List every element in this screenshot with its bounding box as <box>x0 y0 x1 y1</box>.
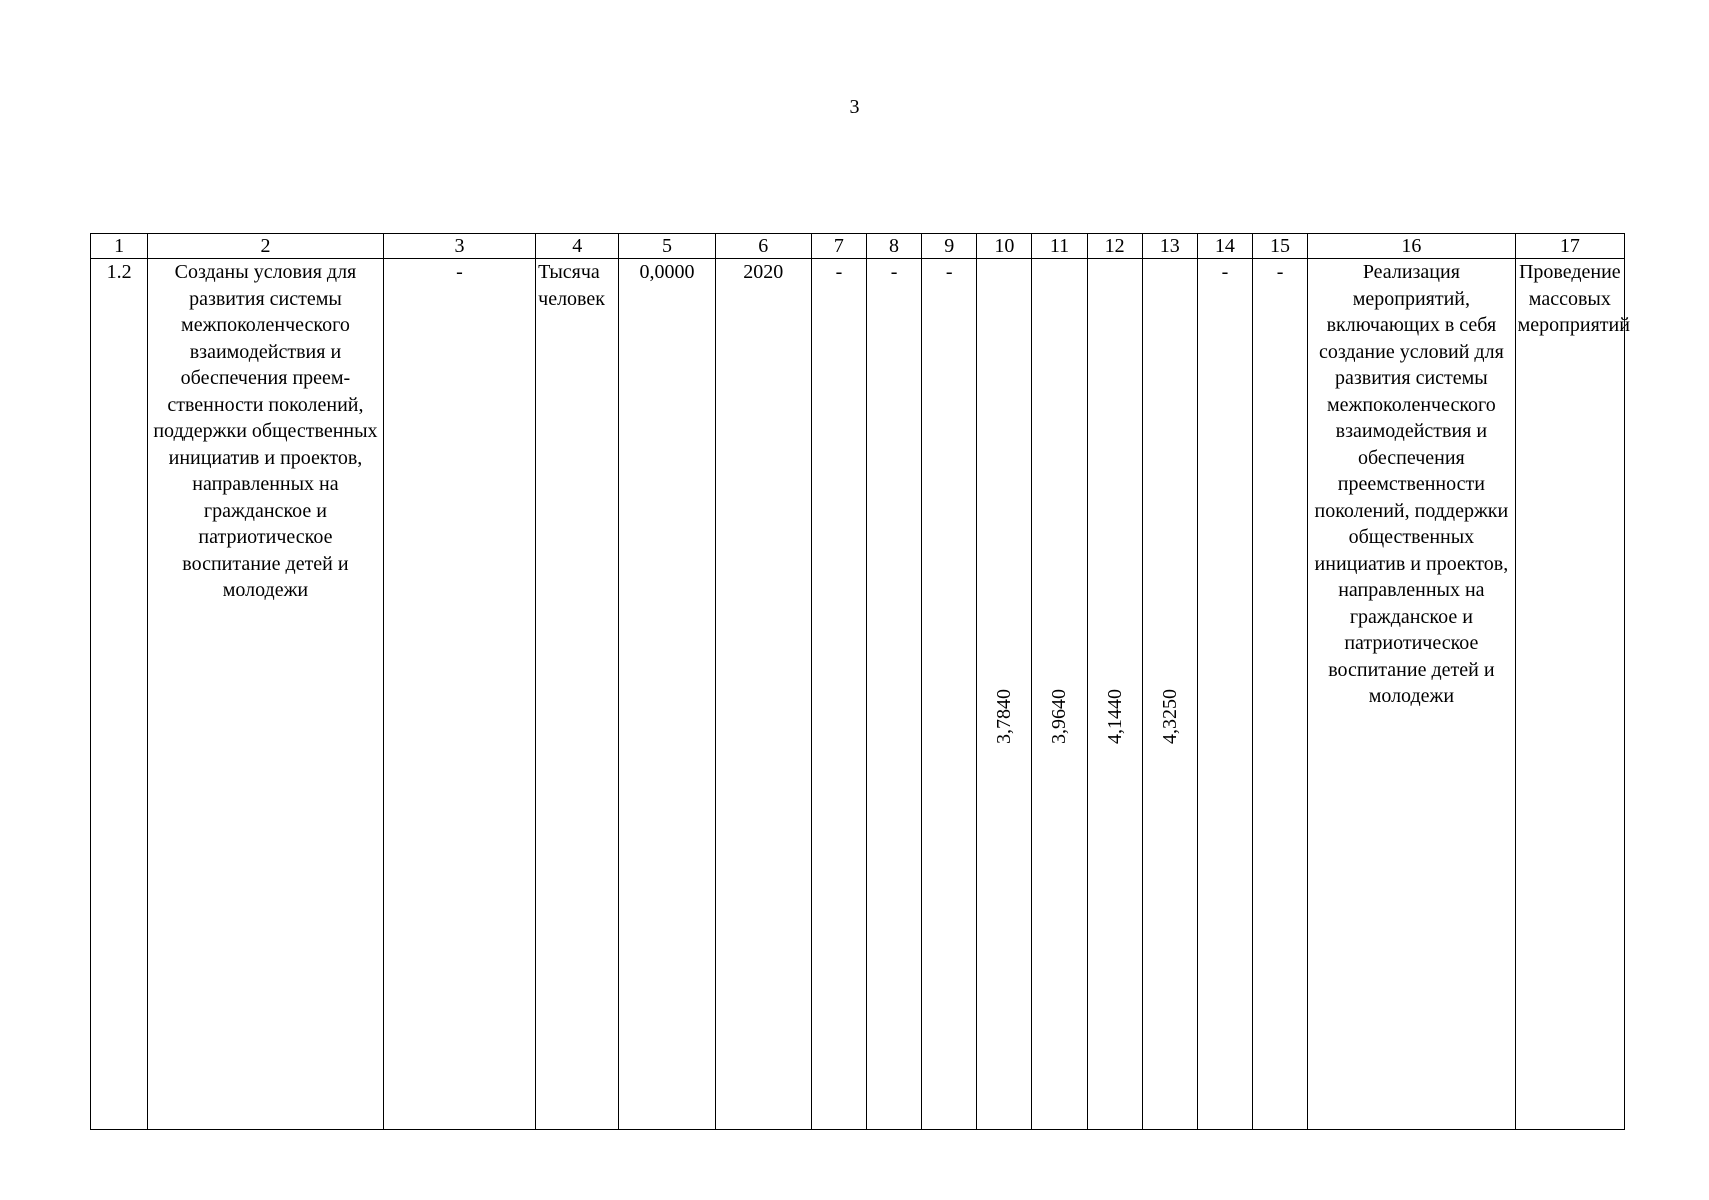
column-12-cell <box>1087 259 1142 1130</box>
column-number: 2 <box>148 234 384 259</box>
column-number: 3 <box>383 234 535 259</box>
value-2021: 3,7840 <box>993 689 1016 744</box>
column-8-cell: - <box>866 259 921 1130</box>
column-13-cell <box>1142 259 1197 1130</box>
column-15-cell: - <box>1252 259 1307 1130</box>
column-10-cell <box>977 259 1032 1130</box>
row-number-cell: 1.2 <box>91 259 148 1130</box>
table-row <box>91 259 1625 1130</box>
base-year-cell: 2020 <box>715 259 811 1130</box>
value-2022: 3,9640 <box>1048 689 1071 744</box>
column-9-cell: - <box>922 259 977 1130</box>
column-number: 9 <box>922 234 977 259</box>
activity-type-cell: Проведение массовых мероприятий <box>1515 259 1624 1130</box>
base-value-cell: 0,0000 <box>619 259 715 1130</box>
column-number: 5 <box>619 234 715 259</box>
column-number: 16 <box>1308 234 1516 259</box>
indicator-table <box>90 233 1630 1130</box>
page-number: 3 <box>849 96 860 118</box>
column-14-cell: - <box>1197 259 1252 1130</box>
column-number: 14 <box>1197 234 1252 259</box>
column-number: 1 <box>91 234 148 259</box>
value-2023: 4,1440 <box>1103 689 1126 744</box>
value-2024: 4,3250 <box>1158 689 1181 744</box>
column-7-cell: - <box>811 259 866 1130</box>
column-3-cell: - <box>383 259 535 1130</box>
column-number: 10 <box>977 234 1032 259</box>
activity-description-cell: Реализация мероприятий, включающих в себя создание условий для развития системы межпоколенческого взаимодействия и обеспечения преемственности поколений, поддержки общественных инициатив и проектов, направленных на гражданское и патриотическое воспитание детей и молодежи <box>1308 259 1516 1130</box>
column-number: 15 <box>1252 234 1307 259</box>
column-number: 17 <box>1515 234 1624 259</box>
column-number: 7 <box>811 234 866 259</box>
column-number-row <box>91 234 1625 259</box>
result-description-cell: Созданы условия для развития системы межпоколенческого взаимодействия и обеспечения преем-ственности поколений, поддержки общественных инициатив и проектов, направленных на гражданское и патриотическое воспитание детей и молодежи <box>148 259 384 1130</box>
column-number: 6 <box>715 234 811 259</box>
column-number: 11 <box>1032 234 1087 259</box>
column-number: 12 <box>1087 234 1142 259</box>
unit-cell: Тысяча человек <box>536 259 619 1130</box>
column-number: 13 <box>1142 234 1197 259</box>
column-number: 4 <box>536 234 619 259</box>
column-number: 8 <box>866 234 921 259</box>
column-11-cell <box>1032 259 1087 1130</box>
